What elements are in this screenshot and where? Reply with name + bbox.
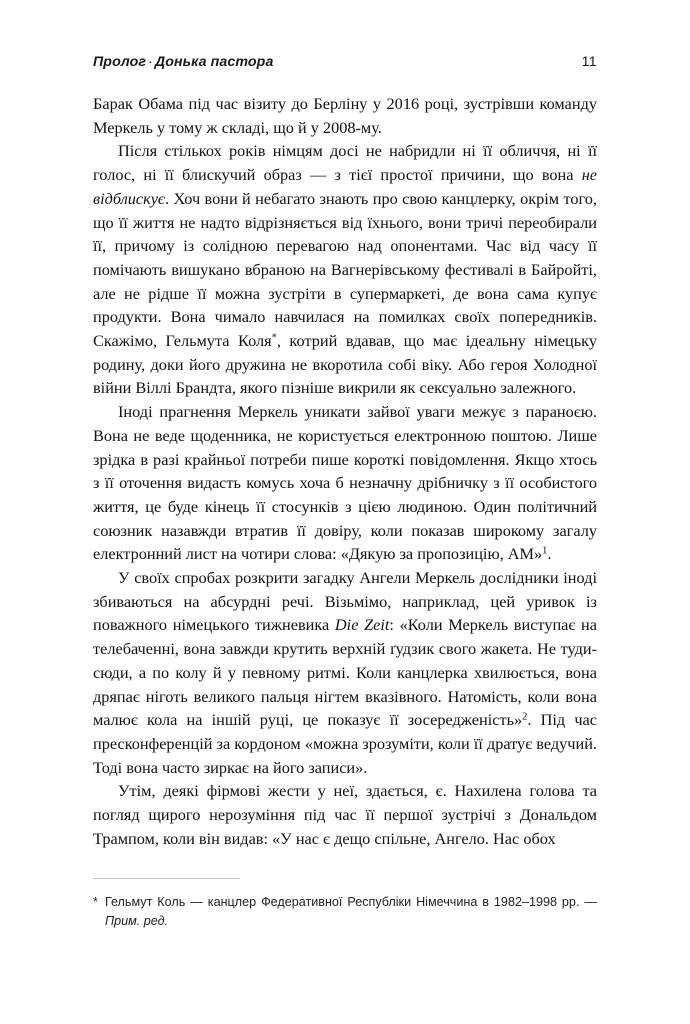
body-text xyxy=(93,92,597,851)
paragraph-4-segment-b: : «Коли Меркель виступає на телебаченні, вона завжди крутить верхній ґудзик свого жакета. Не туди-сюди, а по колу й у певному ритмі. Коли канцлерка хвилюється, вона дряпає ніготь великого пальця нігтем вказівного. Натомість, коли вона малює кола на іншій руці, це показує її зосередженість» xyxy=(93,615,597,730)
footnote-marker: * xyxy=(93,895,98,909)
paragraph-2-segment-c: , котрий вдавав, що має ідеальну німецьку родину, доки його дружина не вкоротила собі віку. Або героя Холодної війни Віллі Брандта, якого пізніше викрили як сексуально залежного. xyxy=(93,331,597,398)
footnote-text: Гельмут Коль — канцлер Федеративної Республіки Німеччина в 1982–1998 рр. — xyxy=(105,895,597,909)
page-number: 11 xyxy=(581,54,597,70)
endnote-reference-2[interactable]: 2 xyxy=(522,711,528,723)
footnote-separator-rule xyxy=(93,878,240,879)
running-head xyxy=(93,54,597,76)
paragraph-4-tail: . Під час пресконференцій за кордоном «можна зрозуміти, коли її дратує ведучий. Тоді вона часто зиркає на його записи». xyxy=(93,710,597,777)
paragraph-4-segment-a: У своїх спробах розкрити загадку Ангели Меркель дослідники іноді збиваються на абсурдні речі. Візьмімо, наприклад, цей уривок із поважного німецького тижневика xyxy=(93,568,597,635)
running-head-subtitle: Донька пастора xyxy=(154,54,274,70)
paragraph-1-text: Барак Обама під час візиту до Берліну у 2016 році, зустрівши команду Меркель у тому ж складі, що й у 2008-му. xyxy=(93,94,597,137)
publication-title-die-zeit: Die Zeit xyxy=(334,615,390,635)
paragraph-3 xyxy=(93,400,597,566)
paragraph-5-text: Утім, деякі фірмові жести у неї, здається, є. Нахилена голова та погляд щирого нерозуміння під час її першої зустрічі з Дональдом Трампом, коли він видав: «У нас є дещо спільне, Ангело. Нас обох xyxy=(93,781,597,848)
paragraph-3-tail: . xyxy=(547,544,552,564)
paragraph-3-text: Іноді прагнення Меркель уникати зайвої уваги межує з параноєю. Вона не веде щоденника, не користується електронною поштою. Лише зрідка в разі крайньої потреби пише короткі повідомлення. Якщо хтось з її оточення видасть комусь хоча б незначну дрібничку з її особистого життя, це буде кінець її стосунків з цією людиною. Один політичний союзник назавжди втратив її довіру, коли показав широкому загалу електронний лист на чотири слова: «Дякую за пропозицію, АМ» xyxy=(93,402,597,564)
footnote-area xyxy=(93,878,597,931)
endnote-reference-1[interactable]: 1 xyxy=(542,545,548,557)
paragraph-4 xyxy=(93,566,597,779)
footnote-reference-asterisk[interactable]: * xyxy=(271,332,277,344)
paragraph-5 xyxy=(93,779,597,850)
paragraph-2-segment-a: Після стількох років німцям досі не набридли ні її обличчя, ні її голос, ні її блискучий образ — з тієї простої причини, що вона xyxy=(93,141,597,185)
paragraph-2-segment-b: . Хоч вони й небагато знають про свою канцлерку, окрім того, що її життя не надто відрізняється від їхнього, вони тричі переобирали її, причому із солідною перевагою над опонентами. Час від часу її помічають вишукано вбраною на Вагнерівському фестивалі в Байройті, але не рідше її можна зустріти в супермаркеті, де вона сама купує продукти. Вона чимало навчилася на помилках своїх попередників. Скажімо, Гельмута Коля xyxy=(93,188,597,351)
paragraph-1 xyxy=(93,92,597,139)
paragraph-2-italic: не відблискує xyxy=(93,165,597,208)
paragraph-2 xyxy=(93,139,597,400)
running-head-chapter: Пролог xyxy=(93,54,147,70)
footnote xyxy=(93,893,597,931)
running-head-title xyxy=(93,54,273,70)
running-head-separator: · xyxy=(148,54,153,70)
footnote-source: Прим. ред. xyxy=(105,914,169,928)
